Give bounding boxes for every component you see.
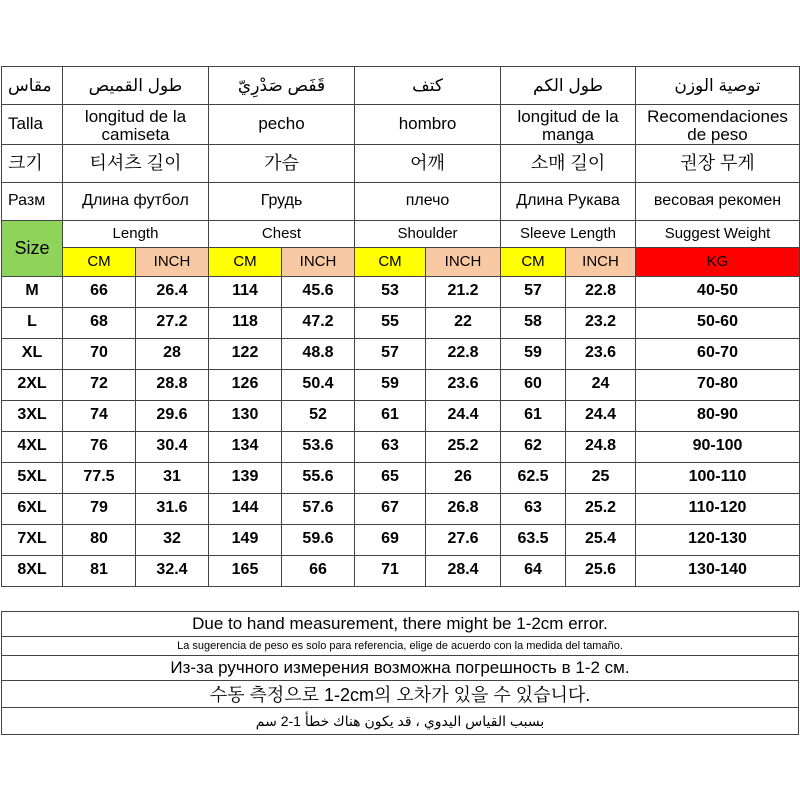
- measure-cell: 55.6: [282, 462, 355, 493]
- size-cell: M: [2, 276, 63, 307]
- measure-cell: 24: [566, 369, 636, 400]
- measure-cell: 61: [355, 400, 426, 431]
- length-label: longitud de la camiseta: [63, 105, 209, 145]
- note-russian: Из-за ручного измерения возможна погрешность в 1-2 см.: [2, 656, 799, 681]
- measure-cell: 55: [355, 307, 426, 338]
- measure-cell: 28: [136, 338, 209, 369]
- measure-cell: 68: [63, 307, 136, 338]
- measure-cell: 23.6: [566, 338, 636, 369]
- measure-cell: 58: [501, 307, 566, 338]
- measure-cell: 165: [209, 555, 282, 586]
- measure-cell: 31: [136, 462, 209, 493]
- measure-cell: 118: [209, 307, 282, 338]
- measure-cell: 81: [63, 555, 136, 586]
- weight-cell: 70-80: [636, 369, 800, 400]
- measure-cell: 130: [209, 400, 282, 431]
- measure-cell: 67: [355, 493, 426, 524]
- sleeve-label: Длина Рукава: [501, 182, 636, 220]
- weight-cell: 110-120: [636, 493, 800, 524]
- measure-cell: 76: [63, 431, 136, 462]
- lang-row-russian: [2, 182, 800, 220]
- measure-cell: 50.4: [282, 369, 355, 400]
- table-row: [2, 555, 800, 586]
- measure-cell: 28.8: [136, 369, 209, 400]
- weight-cell: 90-100: [636, 431, 800, 462]
- size-cell: 5XL: [2, 462, 63, 493]
- measure-cell: 30.4: [136, 431, 209, 462]
- weight-cell: 80-90: [636, 400, 800, 431]
- table-row: [2, 307, 800, 338]
- size-word: مقاس: [2, 67, 63, 105]
- unit-inch: INCH: [136, 247, 209, 276]
- length-label: 티셔츠 길이: [63, 144, 209, 182]
- measure-cell: 24.4: [566, 400, 636, 431]
- unit-cm: CM: [209, 247, 282, 276]
- measure-cell: 26: [426, 462, 501, 493]
- sleeve-label: طول الكم: [501, 67, 636, 105]
- measure-cell: 62.5: [501, 462, 566, 493]
- measure-cell: 27.6: [426, 524, 501, 555]
- measure-cell: 22.8: [566, 276, 636, 307]
- size-cell: 4XL: [2, 431, 63, 462]
- unit-cm: CM: [501, 247, 566, 276]
- table-row: [2, 369, 800, 400]
- size-cell: 6XL: [2, 493, 63, 524]
- measure-cell: 32.4: [136, 555, 209, 586]
- unit-row: [2, 247, 800, 276]
- table-row: [2, 462, 800, 493]
- measure-cell: 63: [501, 493, 566, 524]
- weight-cell: 100-110: [636, 462, 800, 493]
- measure-cell: 74: [63, 400, 136, 431]
- weight-cell: 60-70: [636, 338, 800, 369]
- lang-row-korean: [2, 144, 800, 182]
- weight-label: 권장 무게: [636, 144, 800, 182]
- size-chart: [0, 66, 800, 734]
- weight-cell: 40-50: [636, 276, 800, 307]
- shoulder-header: Shoulder: [355, 220, 501, 247]
- measure-cell: 25.2: [566, 493, 636, 524]
- unit-kg: KG: [636, 247, 800, 276]
- shoulder-label: 어깨: [355, 144, 501, 182]
- measure-cell: 21.2: [426, 276, 501, 307]
- size-header: Size: [2, 220, 63, 276]
- size-word: 크기: [2, 144, 63, 182]
- shoulder-label: hombro: [355, 105, 501, 145]
- unit-inch: INCH: [282, 247, 355, 276]
- size-word: Talla: [2, 105, 63, 145]
- measure-cell: 52: [282, 400, 355, 431]
- size-cell: 3XL: [2, 400, 63, 431]
- lang-row-spanish: [2, 105, 800, 145]
- measure-cell: 72: [63, 369, 136, 400]
- measure-cell: 26.8: [426, 493, 501, 524]
- measure-cell: 66: [282, 555, 355, 586]
- measure-cell: 122: [209, 338, 282, 369]
- chest-label: قَفَص صَدْرِيّ: [209, 67, 355, 105]
- measure-cell: 24.4: [426, 400, 501, 431]
- table-row: [2, 276, 800, 307]
- measure-cell: 60: [501, 369, 566, 400]
- weight-label: весовая рекомен: [636, 182, 800, 220]
- measure-cell: 59.6: [282, 524, 355, 555]
- measure-cell: 57: [355, 338, 426, 369]
- measure-cell: 53.6: [282, 431, 355, 462]
- size-chart-table: [1, 66, 800, 587]
- measure-cell: 63: [355, 431, 426, 462]
- measure-cell: 24.8: [566, 431, 636, 462]
- note-arabic: بسبب القياس اليدوي ، قد يكون هناك خطأ 1-2 سم: [2, 708, 799, 735]
- note-english: Due to hand measurement, there might be 1-2cm error.: [2, 612, 799, 637]
- measure-cell: 31.6: [136, 493, 209, 524]
- size-cell: 2XL: [2, 369, 63, 400]
- measure-cell: 25: [566, 462, 636, 493]
- measure-cell: 25.4: [566, 524, 636, 555]
- chest-label: Грудь: [209, 182, 355, 220]
- note-korean: 수동 측정으로 1-2cm의 오차가 있을 수 있습니다.: [2, 681, 799, 708]
- size-cell: XL: [2, 338, 63, 369]
- length-header: Length: [63, 220, 209, 247]
- length-label: Длина футбол: [63, 182, 209, 220]
- notes-table: [1, 611, 799, 735]
- measure-cell: 79: [63, 493, 136, 524]
- table-row: [2, 338, 800, 369]
- size-cell: 7XL: [2, 524, 63, 555]
- weight-cell: 50-60: [636, 307, 800, 338]
- unit-cm: CM: [355, 247, 426, 276]
- measure-cell: 26.4: [136, 276, 209, 307]
- measure-cell: 77.5: [63, 462, 136, 493]
- note-spanish: La sugerencia de peso es solo para referencia, elige de acuerdo con la medida del tamaño.: [2, 637, 799, 656]
- lang-row-arabic: [2, 67, 800, 105]
- measure-cell: 80: [63, 524, 136, 555]
- chest-header: Chest: [209, 220, 355, 247]
- size-cell: L: [2, 307, 63, 338]
- measure-cell: 62: [501, 431, 566, 462]
- table-row: [2, 524, 800, 555]
- measure-cell: 25.2: [426, 431, 501, 462]
- measure-cell: 126: [209, 369, 282, 400]
- measure-cell: 53: [355, 276, 426, 307]
- measure-cell: 114: [209, 276, 282, 307]
- size-cell: 8XL: [2, 555, 63, 586]
- table-row: [2, 431, 800, 462]
- measure-cell: 48.8: [282, 338, 355, 369]
- measure-cell: 47.2: [282, 307, 355, 338]
- measure-cell: 61: [501, 400, 566, 431]
- measure-cell: 149: [209, 524, 282, 555]
- measure-cell: 45.6: [282, 276, 355, 307]
- measure-cell: 69: [355, 524, 426, 555]
- measure-cell: 71: [355, 555, 426, 586]
- measure-cell: 57.6: [282, 493, 355, 524]
- measure-cell: 25.6: [566, 555, 636, 586]
- weight-cell: 120-130: [636, 524, 800, 555]
- unit-inch: INCH: [426, 247, 501, 276]
- measure-cell: 70: [63, 338, 136, 369]
- chest-label: 가슴: [209, 144, 355, 182]
- sleeve-header: Sleeve Length: [501, 220, 636, 247]
- weight-header: Suggest Weight: [636, 220, 800, 247]
- sleeve-label: longitud de la manga: [501, 105, 636, 145]
- measure-cell: 65: [355, 462, 426, 493]
- shoulder-label: плечо: [355, 182, 501, 220]
- size-word: Разм: [2, 182, 63, 220]
- measure-cell: 64: [501, 555, 566, 586]
- sleeve-label: 소매 길이: [501, 144, 636, 182]
- measure-cell: 23.2: [566, 307, 636, 338]
- shoulder-label: كتف: [355, 67, 501, 105]
- weight-cell: 130-140: [636, 555, 800, 586]
- measure-cell: 22.8: [426, 338, 501, 369]
- measure-cell: 139: [209, 462, 282, 493]
- chest-label: pecho: [209, 105, 355, 145]
- table-row: [2, 493, 800, 524]
- measure-cell: 144: [209, 493, 282, 524]
- length-label: طول القميص: [63, 67, 209, 105]
- measure-cell: 28.4: [426, 555, 501, 586]
- measure-cell: 32: [136, 524, 209, 555]
- measure-cell: 57: [501, 276, 566, 307]
- unit-inch: INCH: [566, 247, 636, 276]
- table-row: [2, 400, 800, 431]
- measure-cell: 22: [426, 307, 501, 338]
- measure-cell: 59: [355, 369, 426, 400]
- measure-cell: 63.5: [501, 524, 566, 555]
- measure-header-row: [2, 220, 800, 247]
- weight-label: توصية الوزن: [636, 67, 800, 105]
- measure-cell: 134: [209, 431, 282, 462]
- unit-cm: CM: [63, 247, 136, 276]
- measure-cell: 23.6: [426, 369, 501, 400]
- weight-label: Recomendaciones de peso: [636, 105, 800, 145]
- measure-cell: 66: [63, 276, 136, 307]
- measure-cell: 27.2: [136, 307, 209, 338]
- measure-cell: 29.6: [136, 400, 209, 431]
- measure-cell: 59: [501, 338, 566, 369]
